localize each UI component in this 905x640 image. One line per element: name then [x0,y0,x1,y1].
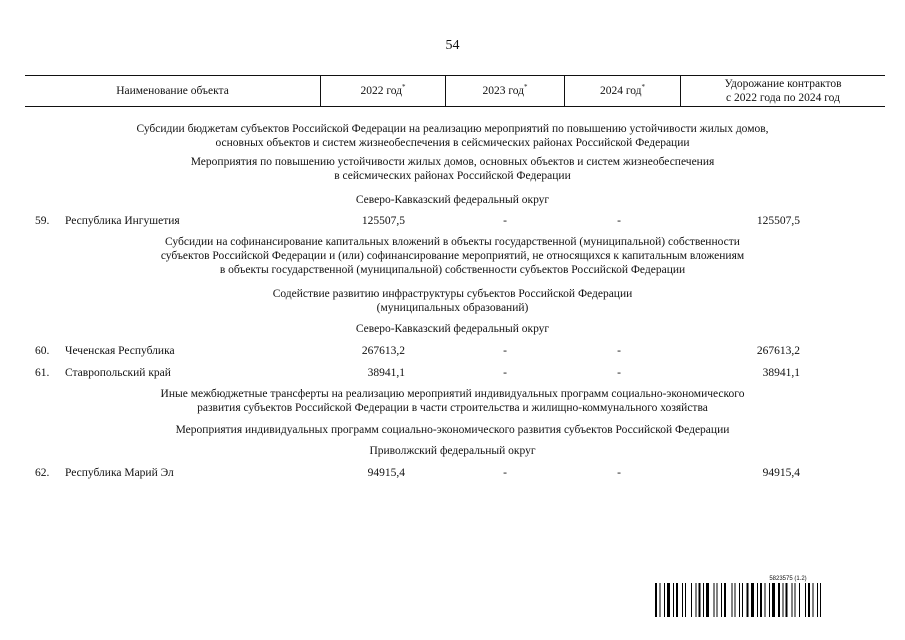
row-object-name: Республика Ингушетия [65,215,180,227]
row-object-name: Республика Марий Эл [65,467,174,479]
row-value-2022: 125507,5 [361,215,405,227]
row-value-2023: - [503,345,507,357]
table-row [0,466,905,480]
section-volga-district: Приволжский федеральный округ [369,445,536,457]
table-row [0,366,905,380]
row-object-name: Ставропольский край [65,367,171,379]
table-row [0,214,905,228]
section-north-caucasus-1: Северо-Кавказский федеральный округ [355,194,550,206]
row-number: 62. [35,467,50,479]
row-object-name: Чеченская Республика [65,345,175,357]
row-cost-increase: 94915,4 [762,467,800,479]
table-row [0,344,905,358]
row-value-2023: - [503,467,507,479]
section-individual-programs: Мероприятия индивидуальных программ социально-экономического развития субъектов Российской Федерации [175,424,730,436]
header-2022: 2022 год* [321,76,446,107]
row-value-2024: - [617,367,621,379]
row-number: 59. [35,215,50,227]
row-value-2023: - [503,215,507,227]
row-value-2022: 94915,4 [367,467,405,479]
row-value-2023: - [503,367,507,379]
header-2024: 2024 год* [565,76,681,107]
header-2023: 2023 год* [446,76,565,107]
row-number: 61. [35,367,50,379]
section-north-caucasus-2: Северо-Кавказский федеральный округ [355,323,550,335]
barcode [655,575,881,617]
barcode-id: 5823575 (1.2) [769,576,807,582]
row-cost-increase: 267613,2 [756,345,800,357]
section-infrastructure: Содействие развитию инфраструктуры субъектов Российской Федерации (муниципальных образований) [272,288,633,314]
row-cost-increase: 38941,1 [762,367,800,379]
header-cost-increase: Удорожание контрактов с 2022 года по 2024 год [681,76,886,107]
row-value-2022: 267613,2 [361,345,405,357]
row-value-2024: - [617,467,621,479]
barcode-bars [655,583,881,617]
row-value-2024: - [617,215,621,227]
row-number: 60. [35,345,50,357]
header-table [25,75,885,107]
page-number: 54 [445,38,460,53]
section-subsidies-seismic: Субсидии бюджетам субъектов Российской Федерации на реализацию мероприятий по повышению устойчивости жилых домов, основных объектов и систем жизнеобеспечения в сейсмических районах Российской Федерации [136,123,769,149]
header-object-name: Наименование объекта [25,76,321,107]
row-cost-increase: 125507,5 [756,215,800,227]
header-row [25,76,885,107]
section-measures-seismic: Мероприятия по повышению устойчивости жилых домов, основных объектов и систем жизнеобеспечения в сейсмических районах Российской Федерации [190,156,715,182]
section-capital-subsidies: Субсидии на софинансирование капитальных вложений в объекты государственной (муниципальной) собственности субъектов Российской Федерации и (или) софинансирование мероприятий, не относящихся к капитальным вложениям в объекты государственной (муниципальной) собственности субъектов Российской Федерации [160,236,745,276]
row-value-2022: 38941,1 [367,367,405,379]
row-value-2024: - [617,345,621,357]
section-other-transfers: Иные межбюджетные трансферты на реализацию мероприятий индивидуальных программ социально-экономического развития субъектов Российской Федерации в части строительства и жилищно-коммунального хозяйства [160,388,745,414]
